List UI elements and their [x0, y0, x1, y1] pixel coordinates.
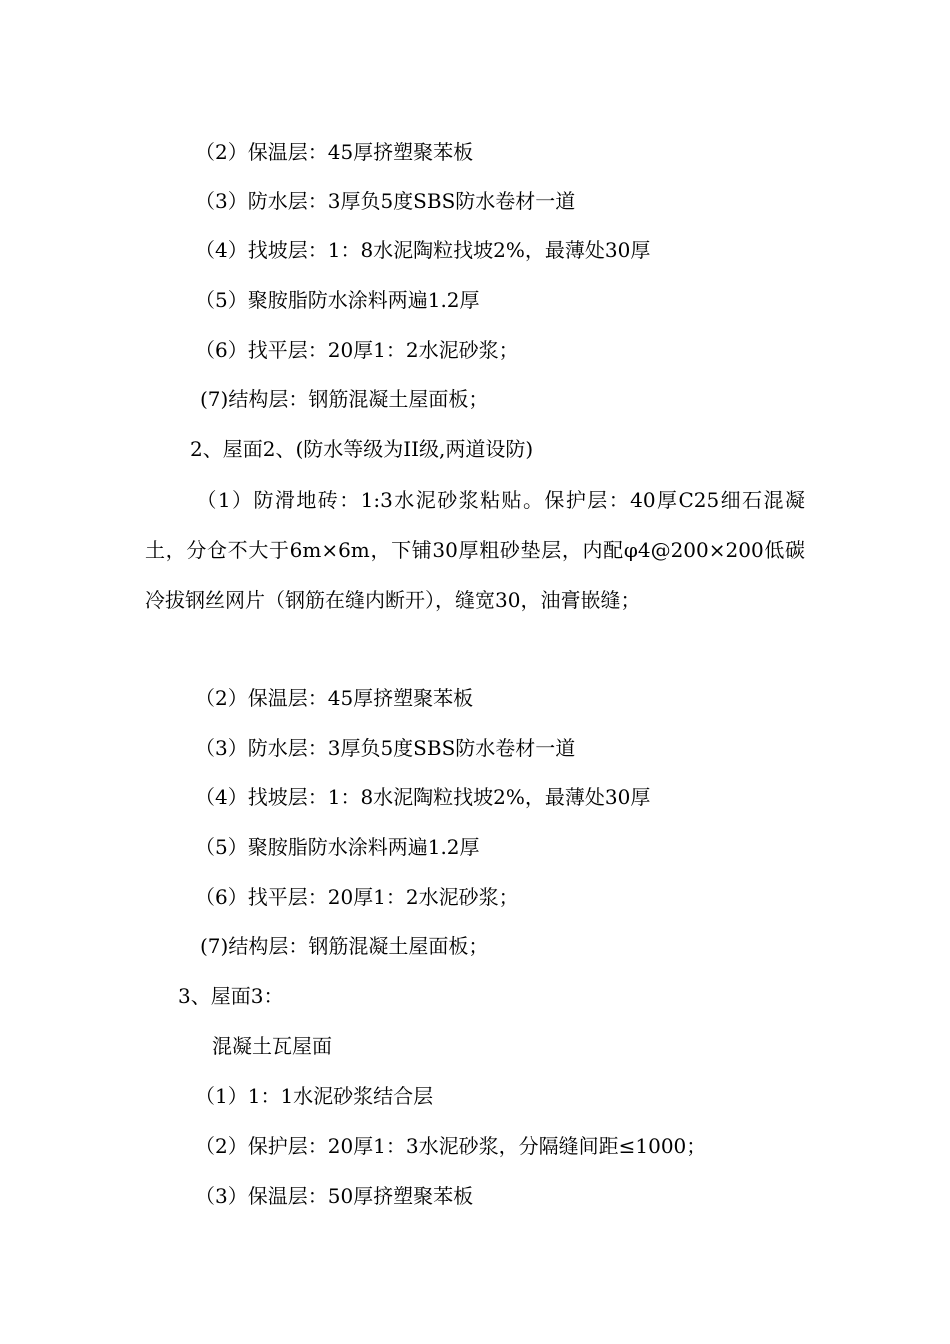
- text-line: （3）保温层：50厚挤塑聚苯板: [195, 1184, 474, 1208]
- text-line: （5）聚胺脂防水涂料两遍1.2厚: [195, 288, 480, 312]
- text-line: （1）1：1水泥砂浆结合层: [195, 1084, 434, 1108]
- section-heading: 3、屋面3：: [178, 984, 284, 1008]
- text-line: （4）找坡层：1：8水泥陶粒找坡2%，最薄处30厚: [195, 785, 651, 809]
- text-line: （6）找平层：20厚1：2水泥砂浆；: [195, 338, 519, 362]
- text-line: （3）防水层：3厚负5度SBS防水卷材一道: [195, 189, 576, 213]
- text-line: （3）防水层：3厚负5度SBS防水卷材一道: [195, 736, 576, 760]
- text-line: 混凝土瓦屋面: [212, 1034, 332, 1058]
- text-line: （2）保温层：45厚挤塑聚苯板: [195, 140, 474, 164]
- text-line: （6）找平层：20厚1：2水泥砂浆；: [195, 885, 519, 909]
- paragraph: [145, 475, 805, 625]
- text-line: (7)结构层：钢筋混凝土屋面板；: [200, 387, 489, 411]
- text-line: （5）聚胺脂防水涂料两遍1.2厚: [195, 835, 480, 859]
- text-line: （2）保护层：20厚1：3水泥砂浆，分隔缝间距≤1000；: [195, 1134, 707, 1158]
- text-line: （2）保温层：45厚挤塑聚苯板: [195, 686, 474, 710]
- paragraph-text: （1）防滑地砖：1:3水泥砂浆粘贴。保护层：40厚C25细石混凝土，分仓不大于6m×6m，下铺30厚粗砂垫层，内配φ4@200×200低碳冷拔钢丝网片（钢筋在缝内断开），缝宽30，油膏嵌缝；: [145, 488, 805, 612]
- text-line: (7)结构层：钢筋混凝土屋面板；: [200, 934, 489, 958]
- section-heading: 2、屋面2、(防水等级为II级,两道设防): [190, 437, 534, 461]
- text-line: （4）找坡层：1：8水泥陶粒找坡2%，最薄处30厚: [195, 238, 651, 262]
